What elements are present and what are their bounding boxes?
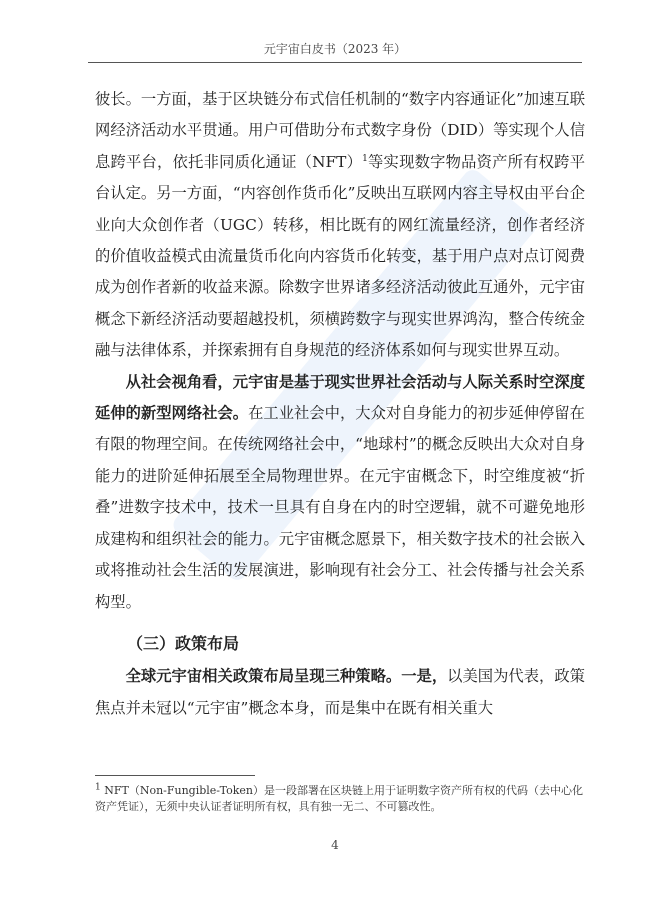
paragraph-text: 彼长。一方面，基于区块链分布式信任机制的“数字内容通证化”加速互联网经济活动水平贯通。用户可借助分布式数字身份（DID）等实现个人信息跨平台，依托非同质化通证（NFT） <box>95 90 585 171</box>
footnote-divider <box>95 775 255 776</box>
running-header: 元宇宙白皮书（2023 年） <box>263 42 407 56</box>
body-text <box>95 84 585 724</box>
footnote-mark: 1 <box>95 782 101 793</box>
paragraph-lead: 全球元宇宙相关政策布局呈现三种策略。一是， <box>125 667 448 686</box>
header-divider <box>88 62 582 63</box>
footnote <box>95 783 585 815</box>
section-heading: （三）政策布局 <box>127 633 240 653</box>
paragraph-text: 以美国为代表，政策焦点并未冠以“元宇宙”概念本身，而是集中在既有相关重大 <box>95 667 585 717</box>
paragraph-policy <box>95 661 585 724</box>
paragraph-lead: 从社会视角看，元宇宙是基于现实世界社会活动与人际关系时空深度延伸的新型网络社会。 <box>95 372 585 423</box>
footnote-ref[interactable]: 1 <box>362 153 368 164</box>
page-number: 4 <box>331 838 339 852</box>
paragraph-economy <box>95 84 585 367</box>
paragraph-text: 等实现数字物品资产所有权跨平台认定。另一方面，“内容创作货币化”反映出互联网内容主导权由平台企业向大众创作者（UGC）转移，相比既有的网红流量经济，创作者经济的价值收益模式由流量货币化向内容货币化转变，基于用户点对点订阅费成为创作者新的收益来源。除数字世界诸多经济活动彼此互通外，元宇宙概念下新经济活动要超越投机，须横跨数字与现实世界鸿沟，整合传统金融与法律体系，并探索拥有自身规范的经济体系如何与现实世界互动。 <box>95 152 585 360</box>
paragraph-society <box>95 367 585 618</box>
footnote-text: NFT（Non-Fungible-Token）是一段部署在区块链上用于证明数字资产所有权的代码（去中心化资产凭证），无须中央认证者证明所有权，具有独一无二、不可篡改性。 <box>95 784 583 813</box>
paragraph-text: 在工业社会中，大众对自身能力的初步延伸停留在有限的物理空间。在传统网络社会中，“地球村”的概念反映出大众对自身能力的进阶延伸拓展至全局物理世界。在元宇宙概念下，时空维度被“折叠”进数字技术中，技术一旦具有自身在内的时空逻辑，就不可避免地形成建构和组织社会的能力。元宇宙概念愿景下，相关数字技术的社会嵌入或将推动社会生活的发展演进，影响现有社会分工、社会传播与社会关系构型。 <box>95 404 585 611</box>
